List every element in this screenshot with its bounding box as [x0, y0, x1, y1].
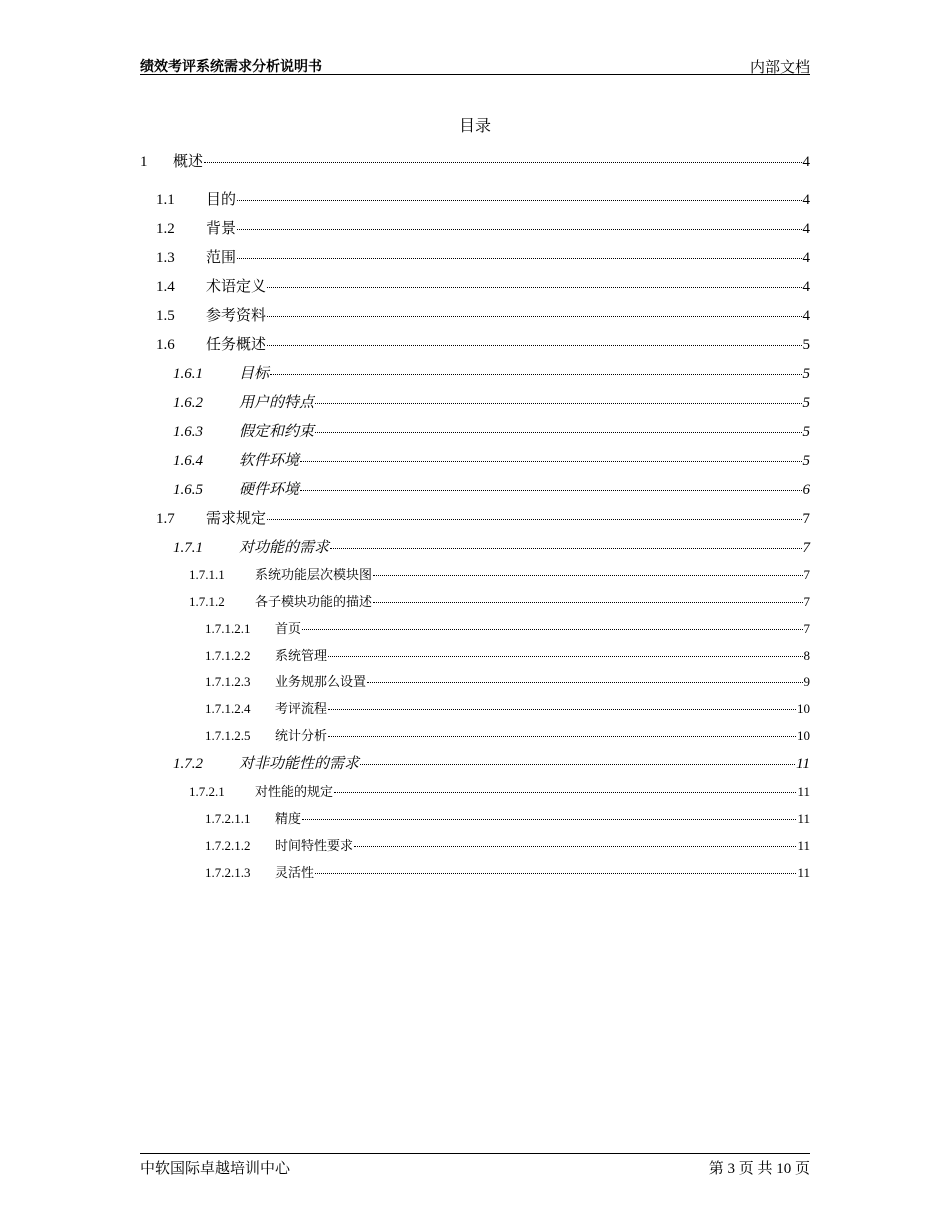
toc-entry-number: 1.2 — [156, 221, 175, 237]
toc-entry-number: 1 — [140, 154, 148, 170]
toc-entry[interactable] — [189, 564, 810, 583]
toc-dot-leader — [328, 736, 796, 737]
toc-entry-title: 参考资料 — [206, 308, 267, 324]
toc-dot-leader — [367, 682, 802, 683]
toc-dot-leader — [237, 258, 801, 259]
toc-dot-leader — [267, 287, 801, 288]
toc-dot-leader — [267, 519, 801, 520]
footer-page-info: 第 3 页 共 10 页 — [708, 1161, 810, 1177]
toc-dot-leader — [334, 792, 796, 793]
toc-dot-leader — [360, 764, 795, 765]
toc-entry-title: 目的 — [206, 192, 237, 208]
toc-entry-title: 系统管理 — [275, 648, 328, 663]
toc-entry-title: 系统功能层次模块图 — [255, 567, 373, 582]
toc-dot-leader — [373, 602, 802, 603]
toc-entry-title: 软件环境 — [239, 453, 300, 469]
toc-dot-leader — [328, 709, 796, 710]
toc-entry-title: 用户的特点 — [239, 395, 315, 411]
toc-entry[interactable] — [156, 217, 810, 238]
toc-dot-leader — [315, 432, 801, 433]
toc-entry[interactable] — [205, 645, 810, 664]
toc-entry-number: 1.5 — [156, 308, 175, 324]
toc-entry-number: 1.4 — [156, 279, 175, 295]
toc-entry[interactable] — [205, 835, 810, 854]
toc-entry-title: 假定和约束 — [239, 424, 315, 440]
toc-entry-number: 1.7.1.2.4 — [205, 701, 251, 716]
toc-entry-title: 首页 — [275, 621, 302, 636]
toc-entry[interactable] — [173, 536, 810, 557]
page-header — [140, 56, 810, 75]
toc-dot-leader — [330, 548, 801, 549]
classification-label: 内部文档 — [749, 60, 810, 76]
toc-entry[interactable] — [205, 862, 810, 881]
toc-entry-page: 10 — [797, 728, 810, 743]
toc-entry-title: 任务概述 — [206, 337, 267, 353]
toc-entry-number: 1.7.2.1.2 — [205, 838, 251, 853]
toc-entry[interactable] — [140, 150, 810, 171]
toc-entry-page: 6 — [802, 482, 810, 498]
toc-dot-leader — [300, 461, 801, 462]
toc-dot-leader — [300, 490, 801, 491]
toc-entry-number: 1.7.1.2.1 — [205, 621, 251, 636]
toc-entry-page: 4 — [802, 192, 810, 208]
toc-dot-leader — [302, 819, 796, 820]
toc-entry-page: 11 — [796, 756, 810, 772]
toc-entry[interactable] — [189, 591, 810, 610]
toc-entry-page: 7 — [803, 621, 810, 636]
toc-entry-title: 业务规那么设置 — [275, 674, 367, 689]
toc-entry-title: 需求规定 — [206, 511, 267, 527]
toc-entry-number: 1.7 — [156, 511, 175, 527]
toc-entry-number: 1.7.1.2.3 — [205, 674, 251, 689]
toc-dot-leader — [204, 162, 801, 163]
toc-entry-title: 考评流程 — [275, 701, 328, 716]
toc-entry-number: 1.6 — [156, 337, 175, 353]
toc-entry-page: 5 — [802, 337, 810, 353]
toc-entry-title: 目标 — [239, 366, 270, 382]
toc-entry[interactable] — [189, 781, 810, 800]
toc-entry[interactable] — [156, 188, 810, 209]
toc-entry-page: 11 — [797, 784, 810, 799]
toc-dot-leader — [315, 873, 796, 874]
toc-entry-title: 精度 — [275, 811, 302, 826]
toc-entry-page: 7 — [802, 540, 810, 556]
toc-entry-title: 硬件环境 — [239, 482, 300, 498]
document-title: 绩效考评系统需求分析说明书 — [140, 59, 322, 75]
toc-entry-title: 对非功能性的需求 — [239, 756, 360, 772]
toc-entry[interactable] — [205, 725, 810, 744]
toc-entry-number: 1.7.2 — [173, 756, 203, 772]
toc-entry-page: 7 — [803, 567, 810, 582]
toc-dot-leader — [237, 229, 801, 230]
footer-organization: 中软国际卓越培训中心 — [140, 1161, 291, 1177]
toc-entry-page: 5 — [802, 366, 810, 382]
toc-entry-title: 灵活性 — [275, 865, 315, 880]
toc-entry-title: 背景 — [206, 221, 237, 237]
toc-entry-number: 1.7.1 — [173, 540, 203, 556]
toc-entry-page: 11 — [797, 865, 810, 880]
toc-entry-page: 7 — [803, 594, 810, 609]
toc-entry[interactable] — [173, 752, 810, 773]
toc-entry-page: 8 — [803, 648, 810, 663]
page-footer — [140, 1153, 810, 1176]
toc-entry-page: 11 — [797, 838, 810, 853]
toc-entry[interactable] — [173, 362, 810, 383]
toc-entry-title: 各子模块功能的描述 — [255, 594, 373, 609]
toc-entry-number: 1.7.1.2.2 — [205, 648, 251, 663]
toc-entry-number: 1.6.3 — [173, 424, 203, 440]
toc-entry-number: 1.6.5 — [173, 482, 203, 498]
toc-entry-page: 4 — [802, 308, 810, 324]
toc-entry-number: 1.7.2.1.3 — [205, 865, 251, 880]
toc-entry-page: 4 — [802, 154, 810, 170]
toc-entry-number: 1.3 — [156, 250, 175, 266]
toc-entry-page: 11 — [797, 811, 810, 826]
toc-entry[interactable] — [173, 391, 810, 412]
toc-entry[interactable] — [205, 808, 810, 827]
toc-entry-number: 1.6.4 — [173, 453, 203, 469]
toc-entry-page: 5 — [802, 395, 810, 411]
toc-dot-leader — [270, 374, 801, 375]
toc-entry-title: 对性能的规定 — [255, 784, 334, 799]
toc-entry-title: 术语定义 — [206, 279, 267, 295]
toc-entry-page: 4 — [802, 279, 810, 295]
toc-dot-leader — [354, 846, 796, 847]
toc-entry[interactable] — [173, 420, 810, 441]
toc-entry-number: 1.7.1.2 — [189, 594, 225, 609]
toc-dot-leader — [302, 629, 802, 630]
toc-entry-title: 对功能的需求 — [239, 540, 330, 556]
toc-entry[interactable] — [156, 507, 810, 528]
toc-dot-leader — [373, 575, 802, 576]
toc-entry[interactable] — [173, 478, 810, 499]
toc-entry[interactable] — [156, 275, 810, 296]
toc-entry[interactable] — [205, 618, 810, 637]
toc-entry-page: 5 — [802, 453, 810, 469]
toc-entry-number: 1.6.1 — [173, 366, 203, 382]
toc-dot-leader — [267, 345, 801, 346]
toc-entry-title: 统计分析 — [275, 728, 328, 743]
toc-entry[interactable] — [173, 449, 810, 470]
toc-entry-number: 1.7.1.1 — [189, 567, 225, 582]
toc-entry-title: 概述 — [173, 154, 204, 170]
toc-entry-title: 范围 — [206, 250, 237, 266]
toc-entry-number: 1.7.2.1 — [189, 784, 225, 799]
toc-entry-page: 7 — [802, 511, 810, 527]
toc-heading: 目录 — [458, 118, 491, 135]
toc-dot-leader — [237, 200, 801, 201]
toc-entry-page: 10 — [797, 701, 810, 716]
toc-entry-number: 1.1 — [156, 192, 175, 208]
toc-entry-number: 1.7.2.1.1 — [205, 811, 251, 826]
toc-entry-page: 5 — [802, 424, 810, 440]
toc-entry-number: 1.6.2 — [173, 395, 203, 411]
toc-entry[interactable] — [205, 671, 810, 690]
toc-entry[interactable] — [156, 246, 810, 267]
toc-entry-title: 时间特性要求 — [275, 838, 354, 853]
toc-dot-leader — [267, 316, 801, 317]
toc-entry[interactable] — [156, 304, 810, 325]
toc-dot-leader — [315, 403, 801, 404]
toc-entry-page: 4 — [802, 221, 810, 237]
toc-dot-leader — [328, 656, 802, 657]
toc-entry[interactable] — [156, 333, 810, 354]
toc-entry-number: 1.7.1.2.5 — [205, 728, 251, 743]
toc-entry-page: 4 — [802, 250, 810, 266]
toc-entry[interactable] — [205, 698, 810, 717]
toc-entry-page: 9 — [803, 674, 810, 689]
